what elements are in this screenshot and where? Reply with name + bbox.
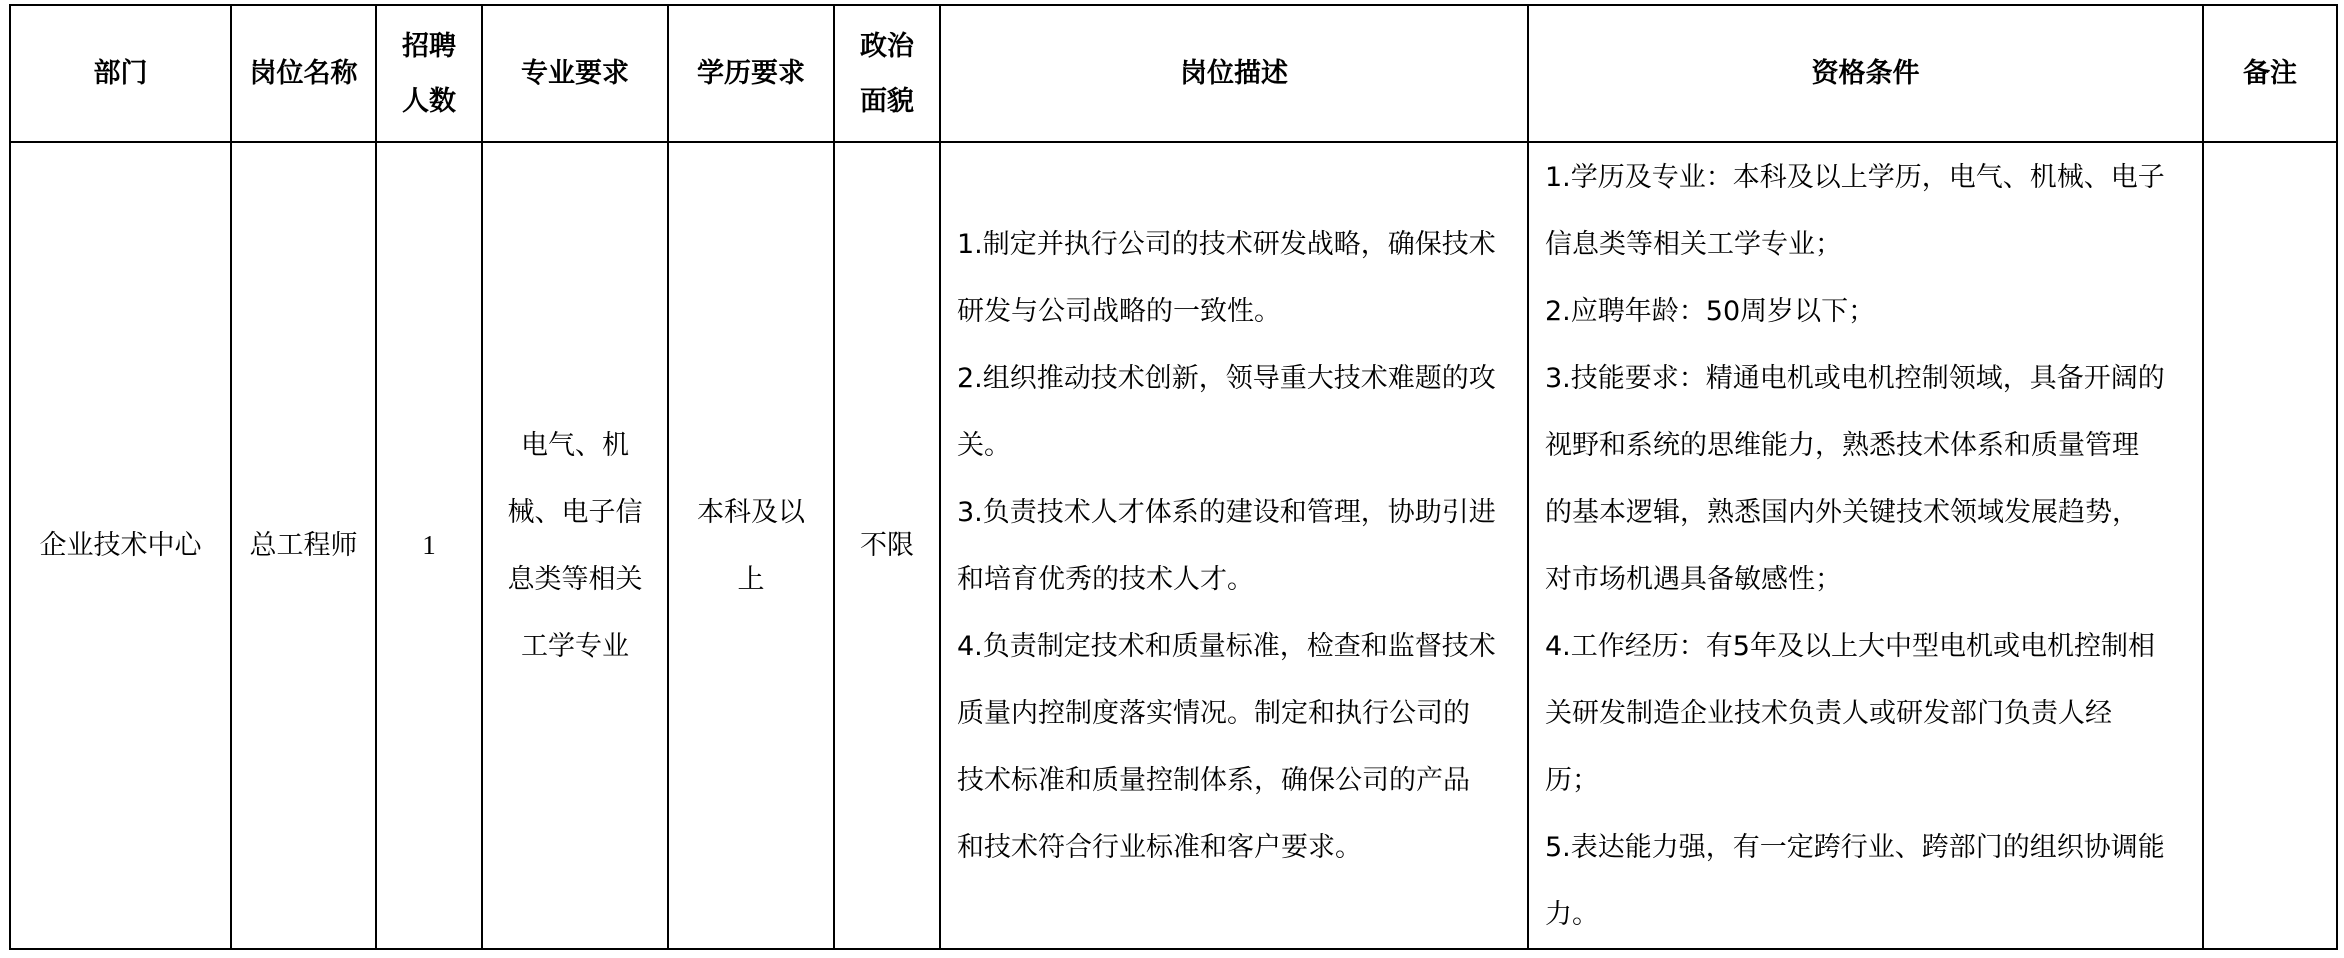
header-count-line2: 人数 bbox=[402, 85, 456, 117]
edu-line: 本科及以 bbox=[697, 496, 805, 528]
edu-line: 上 bbox=[737, 563, 765, 595]
qual-line: 力。 bbox=[1545, 898, 1599, 930]
desc-line: 和技术符合行业标准和客户要求。 bbox=[957, 831, 1362, 863]
desc-line: 和培育优秀的技术人才。 bbox=[957, 563, 1254, 595]
qual-line: 视野和系统的思维能力，熟悉技术体系和质量管理 bbox=[1545, 429, 2139, 461]
header-note: 备注 bbox=[2203, 5, 2337, 142]
qual-line: 3.技能要求：精通电机或电机控制领域，具备开阔的 bbox=[1545, 362, 2165, 394]
desc-line: 2.组织推动技术创新，领导重大技术难题的攻 bbox=[957, 362, 1496, 394]
qual-line: 的基本逻辑，熟悉国内外关键技术领域发展趋势， bbox=[1545, 496, 2139, 528]
header-qual: 资格条件 bbox=[1528, 5, 2203, 142]
major-line: 电气、机 bbox=[521, 429, 629, 461]
major-line: 工学专业 bbox=[521, 630, 629, 662]
header-desc: 岗位描述 bbox=[940, 5, 1528, 142]
cell-note bbox=[2203, 142, 2337, 949]
header-politics-line1: 政治 bbox=[860, 30, 914, 62]
cell-edu bbox=[668, 142, 834, 949]
major-line: 械、电子信 bbox=[507, 496, 643, 528]
qual-line: 5.表达能力强，有一定跨行业、跨部门的组织协调能 bbox=[1545, 831, 2165, 863]
header-count bbox=[376, 5, 482, 142]
header-politics bbox=[834, 5, 940, 142]
header-row bbox=[10, 5, 2337, 142]
desc-line: 3.负责技术人才体系的建设和管理，协助引进 bbox=[957, 496, 1496, 528]
table-row bbox=[10, 142, 2337, 949]
desc-line: 4.负责制定技术和质量标准，检查和监督技术 bbox=[957, 630, 1496, 662]
header-edu: 学历要求 bbox=[668, 5, 834, 142]
cell-count: 1 bbox=[376, 142, 482, 949]
qual-line: 1.学历及专业：本科及以上学历，电气、机械、电子 bbox=[1545, 161, 2165, 193]
qual-line: 对市场机遇具备敏感性； bbox=[1545, 563, 1842, 595]
desc-line: 1.制定并执行公司的技术研发战略，确保技术 bbox=[957, 228, 1496, 260]
qual-line: 信息类等相关工学专业； bbox=[1545, 228, 1842, 260]
major-line: 息类等相关 bbox=[507, 563, 643, 595]
cell-qual bbox=[1528, 142, 2203, 949]
header-count-line1: 招聘 bbox=[402, 30, 456, 62]
desc-line: 技术标准和质量控制体系，确保公司的产品 bbox=[957, 764, 1470, 796]
recruitment-table bbox=[9, 4, 2338, 950]
desc-line: 质量内控制度落实情况。制定和执行公司的 bbox=[957, 697, 1470, 729]
qual-line: 2.应聘年龄：50周岁以下； bbox=[1545, 295, 1876, 327]
desc-line: 关。 bbox=[957, 429, 1011, 461]
cell-dept: 企业技术中心 bbox=[10, 142, 231, 949]
cell-politics: 不限 bbox=[834, 142, 940, 949]
qual-line: 4.工作经历：有5年及以上大中型电机或电机控制相 bbox=[1545, 630, 2155, 662]
header-major: 专业要求 bbox=[482, 5, 668, 142]
header-dept: 部门 bbox=[10, 5, 231, 142]
cell-position: 总工程师 bbox=[231, 142, 376, 949]
qual-line: 关研发制造企业技术负责人或研发部门负责人经 bbox=[1545, 697, 2112, 729]
header-politics-line2: 面貌 bbox=[860, 85, 914, 117]
qual-line: 历； bbox=[1545, 764, 1599, 796]
cell-desc bbox=[940, 142, 1528, 949]
cell-major bbox=[482, 142, 668, 949]
desc-line: 研发与公司战略的一致性。 bbox=[957, 295, 1281, 327]
header-position: 岗位名称 bbox=[231, 5, 376, 142]
